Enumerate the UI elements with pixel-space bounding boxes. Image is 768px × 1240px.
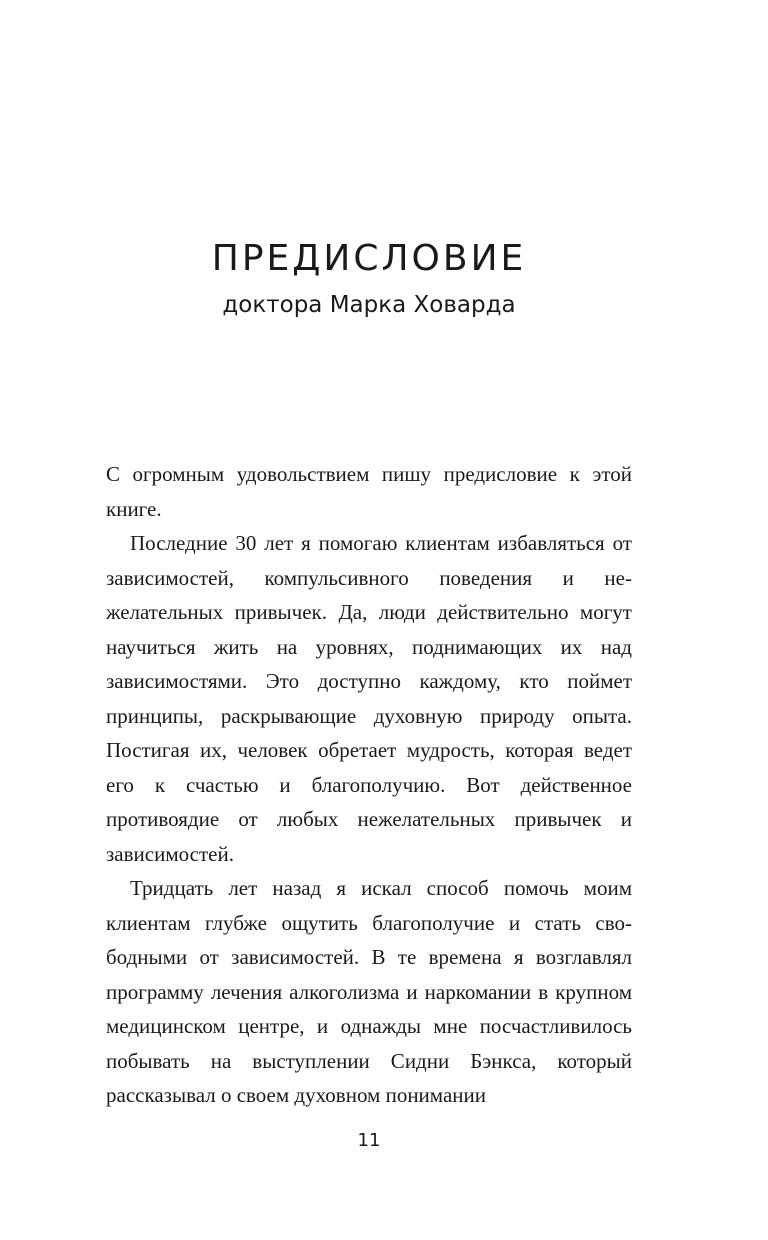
chapter-subtitle: доктора Марка Ховарда <box>222 292 516 318</box>
chapter-title: ПРЕДИСЛОВИЕ <box>211 238 527 279</box>
body-text <box>106 457 632 1113</box>
page-number: 11 <box>357 1130 381 1151</box>
paragraph-3: Тридцать лет назад я искал способ помочь моим клиентам глубже ощутить благополучие и стать свободными от зависимостей. В те времена я возглавлял программу лечения алкоголизма и наркомании в крупном медицинском центре, и однажды мне посчастливилось побывать на выступлении Сидни Бэнкса, который рассказывал о своем духовном понимании <box>106 876 632 1107</box>
paragraph-1: С огромным удовольствием пишу предисловие к этой книге. <box>106 462 632 521</box>
paragraph-2: Последние 30 лет я помогаю клиентам избавляться от зависимостей, компульсивного поведения и нежелательных привычек. Да, люди действительно могут научиться жить на уровнях, поднимающих их над зависимостями. Это доступно каждому, кто поймет принципы, раскрывающие духовную природу опыта. Постигая их, человек обретает мудрость, которая ведет его к счастью и благополучию. Вот действенное противоядие от любых нежелательных привычек и зависимостей. <box>106 531 632 866</box>
